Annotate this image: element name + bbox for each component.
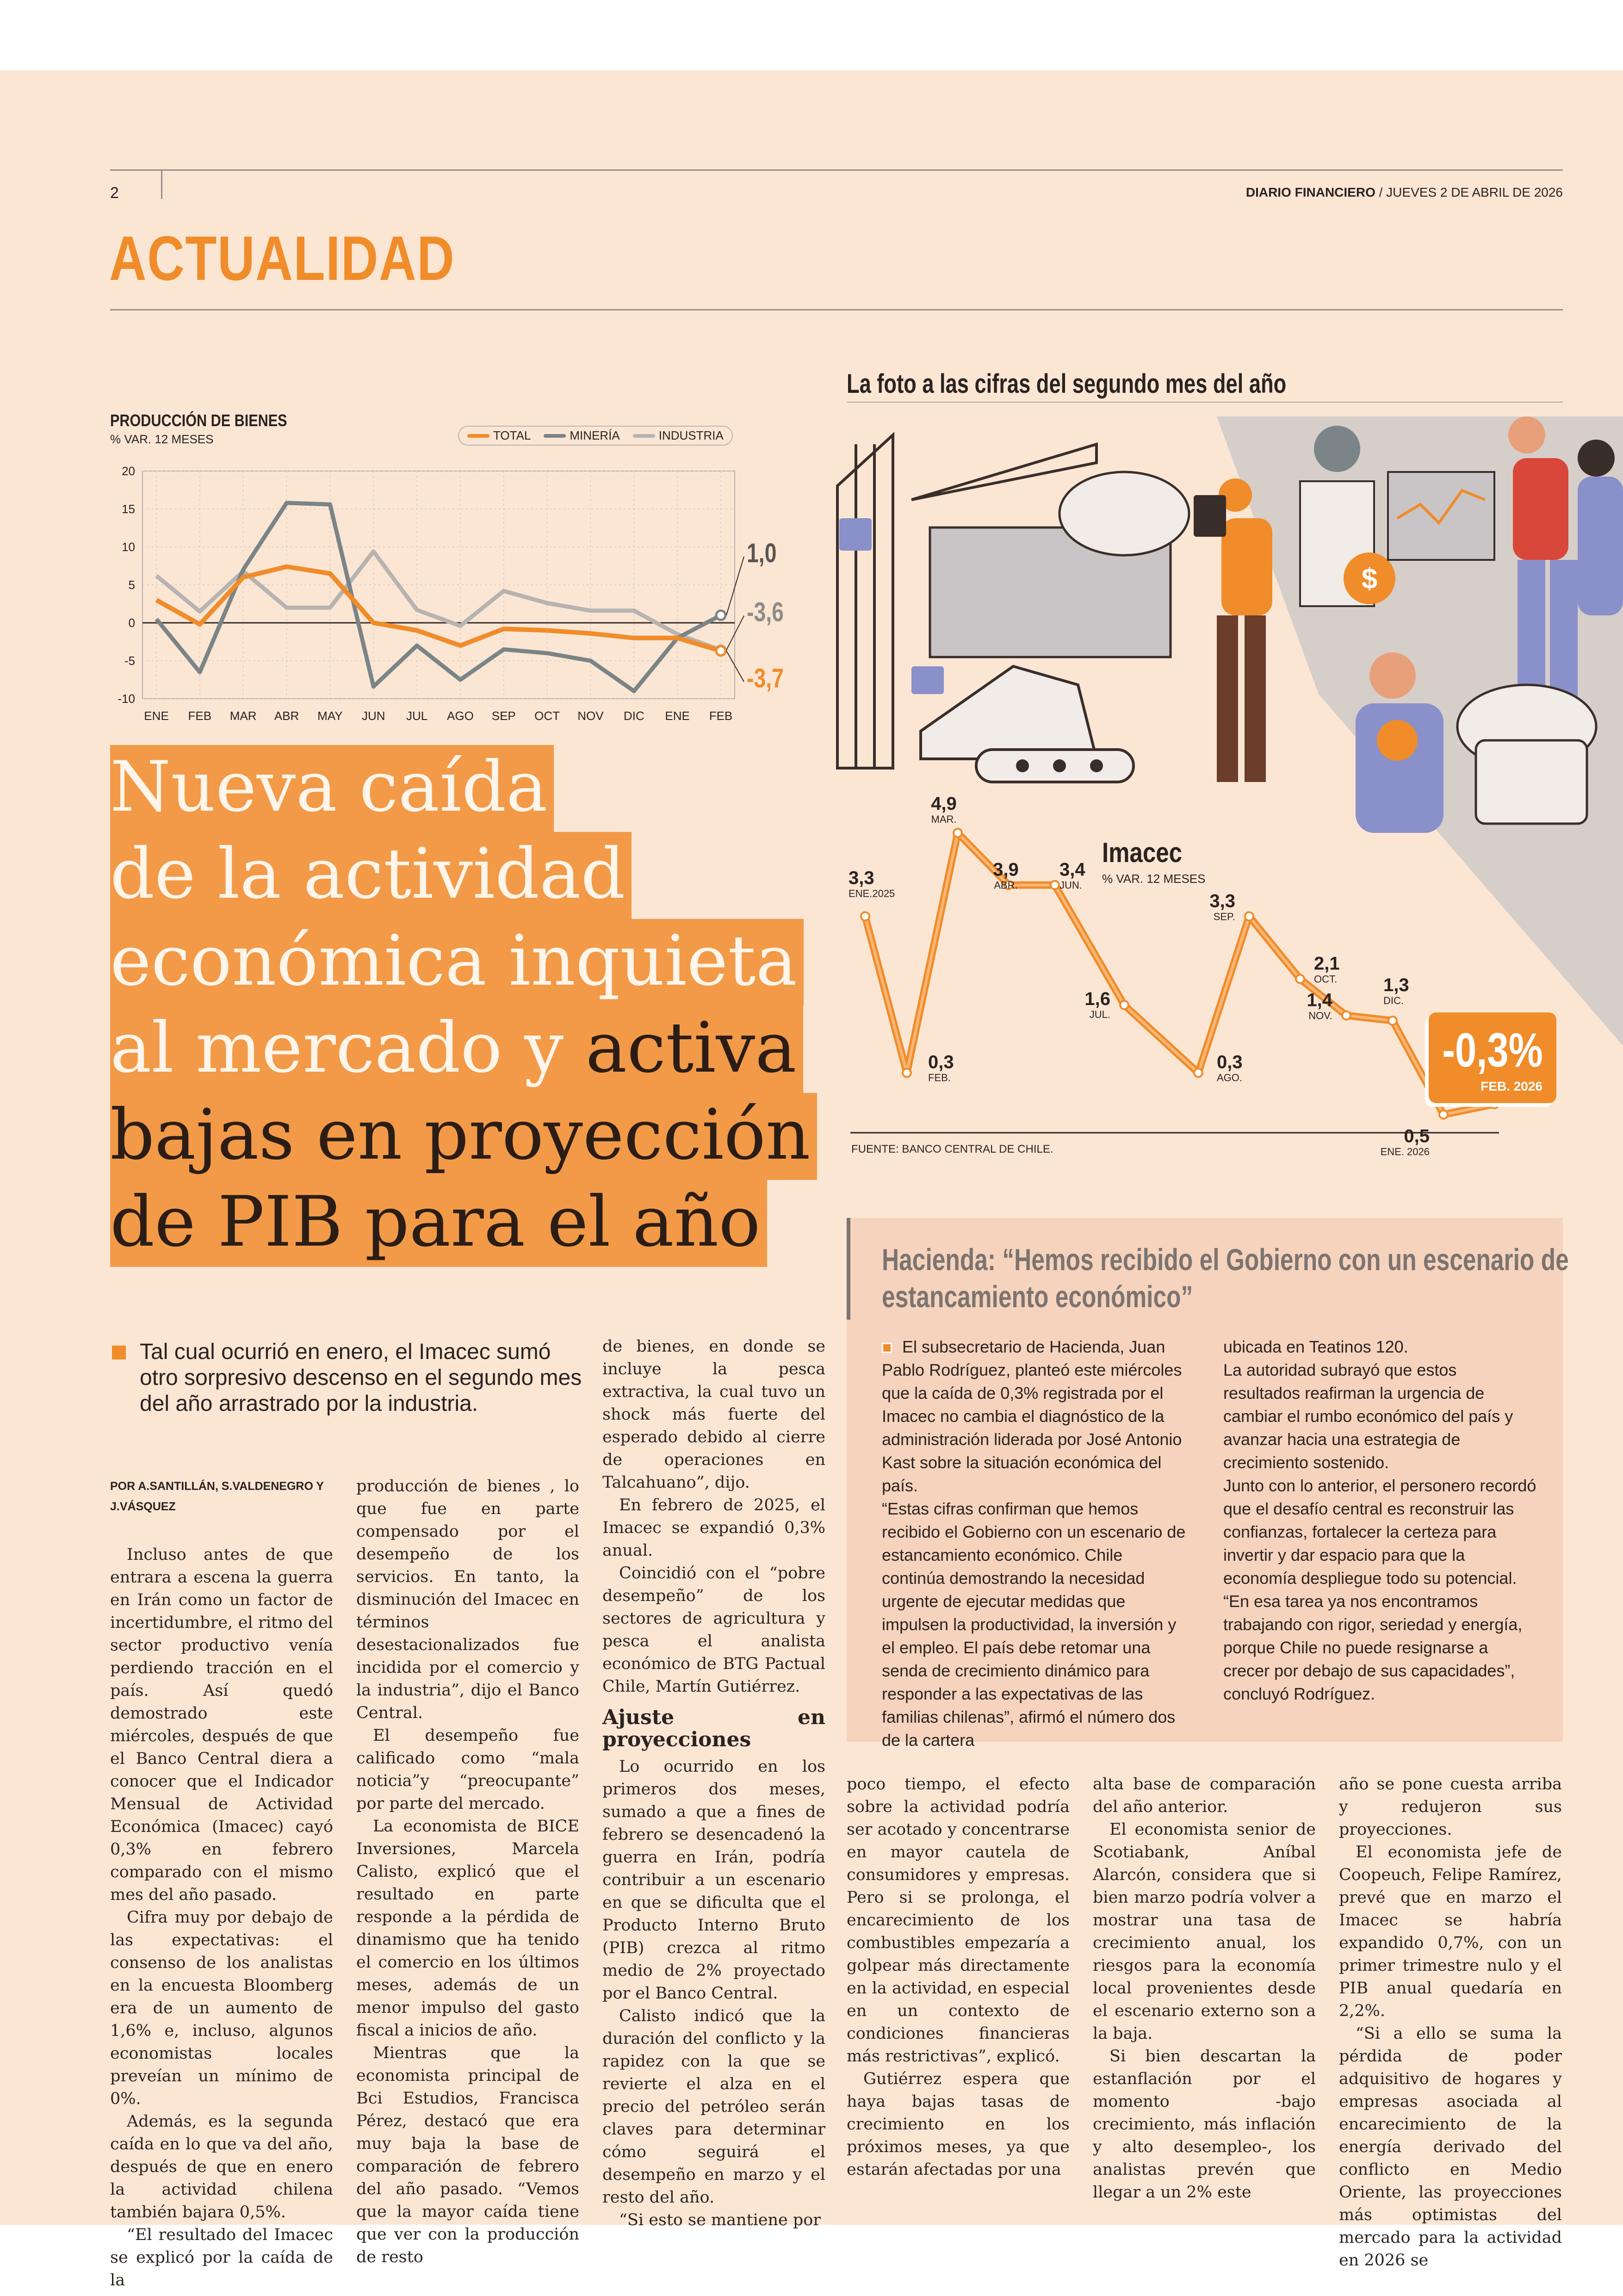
imacec-value-label: 0,5 [1404,1126,1430,1147]
sidebar-column-2 [1223,1335,1538,1706]
paragraph: Gutiérrez espera que haya bajas tasas de crecimiento en los próximos meses, ya que estarán afectadas por una [847,2070,1070,2179]
y-tick-label: -10 [118,692,135,706]
top-rule [110,169,1563,171]
paragraph: Junto con lo anterior, el personero recordó que el desafío central es reconstruir las confianzas, fortalecer la certeza para invertir y dar espacio para que la economía despliegue todo su potencial. [1223,1476,1536,1588]
imacec-month-label: ENE. 2026 [1380,1146,1430,1158]
paragraph: Incluso antes de que entrara a escena la guerra en Irán como un factor de incertidumbre, el ritmo del sector productivo venía perdiendo tracción en el país. Así quedó demostrado este miércoles, después de que el Banco Central diera a conocer que el Indicador Mensual de Actividad Económica (Imacec) cayó 0,3% en febrero comparado con el mismo mes del año pasado. [110,1545,333,1904]
paragraph: La economista de BICE Inversiones, Marcela Calisto, explicó que el resultado en parte responde a la pérdida de dinamismo que ha tenido el comercio en los últimos meses, además de un menor impulso del gasto fiscal a inicios de año. [356,1817,579,2040]
wifi-icon-2 [911,666,944,694]
byline: POR A.SANTILLÁN, S.VALDENEGRO Y J.VÁSQUEZ [110,1480,324,1513]
imacec-value-label: 2,1 [1314,953,1340,974]
end-value-label: -3,6 [747,597,784,627]
x-tick-label: DIC [623,709,644,723]
article-column-1 [110,1544,333,2292]
paragraph: El economista senior de Scotiabank, Aníbal Alarcón, considera que si bien marzo podría volver a mostrar una tasa de crecimiento anual, los riesgos para la economía local provenientes desde el escenario externo son a la baja. [1093,1820,1316,2043]
lede: Tal cual ocurrió en enero, el Imacec sumó otro sorpresivo descenso en el segundo mes del año arrastrado por la industria. [140,1340,582,1416]
paragraph: ubicada en Teatinos 120. [1223,1337,1408,1356]
infographic-title: La foto a las cifras del segundo mes del año [847,369,1287,399]
legend-industria: INDUSTRIA [633,428,724,443]
imacec-point [1194,1069,1202,1077]
folio [1018,185,1563,200]
paragraph: Calisto indicó que la duración del conflicto y la rapidez con la que se revierte el alza en el precio del petróleo serán claves para determinar cómo seguirá el desempeño en marzo y el resto del año. [602,2007,825,2207]
imacec-value-label: 1,4 [1307,990,1332,1011]
publication-name: DIARIO FINANCIERO [1245,185,1375,199]
article-column-5 [1093,1773,1316,2204]
x-tick-label: ENE [665,709,690,723]
imacec-month-label: MAR. [931,813,957,825]
x-tick-label: SEP [491,709,516,723]
imacec-value-label: 3,3 [1209,891,1235,912]
imacec-point [954,829,962,837]
imacec-value-label: 1,3 [1383,974,1409,995]
header-divider [161,170,162,199]
article-column-6 [1339,1773,1562,2272]
paragraph: El economista jefe de Coopeuch, Felipe Ramírez, prevé que en marzo el Imacec se habría expandido 0,7%, con un primer trimestre nulo y el PIB anual quedaría en 2,2%. [1339,1843,1562,2020]
sidebar-accent-bar [847,1218,850,1320]
bar-chart-board-icon [1388,472,1494,560]
production-chart-title: PRODUCCIÓN DE BIENES [110,411,287,430]
crane-tower [837,435,893,768]
paragraph: En febrero de 2025, el Imacec se expandió 0,3% anual. [602,1496,825,1560]
svg-text:$: $ [1361,563,1378,595]
subhead: Ajuste en proyecciones [602,1706,825,1751]
analyst-2-body [1578,477,1623,615]
x-tick-label: MAY [317,709,343,723]
imacec-value-label: 3,9 [993,859,1019,880]
imacec-point [1342,1011,1350,1020]
gear-icon [1314,426,1360,472]
farmer-head [1369,652,1416,699]
section-title: ACTUALIDAD [109,223,455,293]
imacec-month-label: FEB. [928,1072,951,1084]
y-tick-label: 20 [122,464,135,478]
imacec-point [861,912,869,920]
sidebar-column-1 [882,1335,1187,1752]
production-chart-legend [458,426,733,446]
series-end-marker [716,646,725,656]
x-tick-label: ABR [274,709,299,723]
imacec-month-label: NOV. [1308,1010,1332,1022]
article-column-4 [847,1773,1070,2181]
article-column-3 [602,1335,825,2232]
x-tick-label: JUN [361,709,385,723]
series-end-marker [716,611,725,620]
end-value-label: 1,0 [747,538,777,569]
x-tick-label: MAR [229,709,257,723]
fruit-icon [1377,720,1418,761]
y-tick-label: 5 [128,578,135,592]
paragraph: año se pone cuesta arriba y redujeron sus proyecciones. [1339,1775,1562,1839]
tablet-icon [1194,495,1226,537]
x-tick-label: FEB [709,709,733,723]
analyst-body [1513,458,1568,560]
x-tick-label: FEB [188,709,212,723]
headline-line-5: bajas en proyección [110,1093,817,1180]
paragraph: producción de bienes , lo que fue en parte compensado por el desempeño de los servicios. En tanto, la disminución del Imacec en términos desestacionalizados fue incidida por el comercio y la industria”, dijo el Banco Central. [356,1477,579,1722]
headline-line-2: de la actividad [110,832,632,919]
imacec-title: Imacec [1102,837,1182,868]
imacec-series-line [865,833,1494,1115]
wifi-icon [839,518,872,551]
x-tick-label: OCT [534,709,560,723]
headline-line-4a: al mercado y [110,1008,586,1088]
production-chart-subtitle: % VAR. 12 MESES [110,432,214,446]
imacec-subtitle: % VAR. 12 MESES [1102,872,1206,886]
imacec-month-label: JUL. [1089,1009,1110,1020]
series-line-minería [156,503,721,691]
cloud-icon [1059,472,1189,555]
x-tick-label: JUL [406,709,428,723]
paragraph: de bienes, en donde se incluye la pesca extractiva, la cual tuvo un shock más fuerte del esperado debido al cierre de operaciones en Talcahuano”, dijo. [602,1337,825,1492]
imacec-point [1388,1017,1397,1025]
legend-mineria: MINERÍA [544,428,619,443]
paragraph: Si bien descartan la estanflación por el momento -bajo crecimiento, más inflación y alto desempleo-, los analistas prevén que llegar a un 2% este [1093,2047,1316,2202]
headline-line-3: económica inquieta [110,919,804,1006]
x-tick-label: AGO [447,709,474,723]
imacec-month-label: ENE.2025 [849,887,895,900]
headline-line-1: Nueva caída [110,745,554,832]
imacec-value-label: 4,9 [931,794,957,814]
article-column-2 [356,1475,579,2269]
x-tick-label: NOV [577,709,604,723]
worker-body [1221,518,1272,615]
paragraph: “En esa tarea ya nos encontramos trabajando con rigor, seriedad y energía, porque Chile no puede resignarse a crecer por debajo de sus capacidades”, concluyó Rodríguez. [1223,1592,1523,1703]
sidebar-title: Hacienda: “Hemos recibido el Gobierno con un escenario de estancamiento económico” [882,1242,1569,1314]
imacec-series-highlight [865,833,1494,1115]
hacienda-sidebar [847,1218,1569,1750]
paragraph: Lo ocurrido en los primeros dos meses, sumado a que a fines de febrero se desencadenó la guerra en Irán, podría contribuir a un escenario en que se dificulta que el Producto Interno Bruto (PIB) crezca al ritmo medio de 2% proyectado por el Banco Central. [602,1757,825,2003]
paragraph: “Si a ello se suma la pérdida de poder adquisitivo de hogares y empresas asociada al encarecimiento de la energía derivado del conflicto en Medio Oriente, las proyecciones más optimistas del mercado para la actividad en 2026 se [1339,2024,1562,2270]
paragraph: “Estas cifras confirman que hemos recibido el Gobierno con un escenario de estancamiento económico. Chile continúa demostrando la necesidad urgente de ejecutar medidas que impulsen la productividad, la inversión y el empleo. El país debe retomar una senda de crecimiento dinámico para responder a las expectativas de las familias chilenas”, afirmó el número dos de la cartera [882,1499,1186,1750]
imacec-month-label: SEP. [1213,911,1235,923]
paragraph: El subsecretario de Hacienda, Juan Pablo Rodríguez, planteó este miércoles que la caída de 0,3% registrada por el Imacec no cambia el diagnóstico de la administración liderada por José Antonio Kast sobre la situación económica del país. [882,1337,1182,1495]
imacec-highlight-badge [1429,1012,1556,1103]
imacec-point [1439,1111,1448,1119]
end-value-label: -3,7 [747,663,784,694]
paragraph: Coincidió con el “pobre desempeño” de los sectores de agricultura y pesca el analista económico de BTG Pactual Chile, Martín Gutiérrez. [602,1564,825,1696]
headline [110,745,832,1267]
imacec-highlight-month: FEB. 2026 [1481,1079,1542,1093]
paragraph: Mientras que la economista principal de Bci Estudios, Francisca Pérez, destacó que era muy baja la base de comparación de febrero del año pasado. “Vemos que la mayor caída tiene que ver con la producción de resto [356,2044,579,2266]
headline-line-6: de PIB para el año [110,1180,767,1267]
section-rule [110,309,1563,310]
paragraph: Cifra muy por debajo de las expectativas: el consenso de los analistas en la encuesta Bloomberg era de un aumento de 1,6% e, incluso, algunos economistas locales preveían un mínimo de 0%. [110,1908,333,2108]
imacec-point [1245,912,1253,920]
imacec-value-label: 0,3 [1217,1052,1243,1073]
excavator-icon [921,666,1096,759]
x-tick-label: ENE [144,709,169,723]
publication-date: / JUEVES 2 DE ABRIL DE 2026 [1375,185,1563,199]
imacec-month-label: DIC. [1383,994,1404,1006]
chart-source: FUENTE: BANCO CENTRAL DE CHILE. [851,1143,1053,1155]
imacec-point [1051,881,1059,889]
headline-line-4b: activa [585,1008,797,1088]
y-tick-label: 0 [128,616,135,630]
production-chart [110,458,813,736]
paragraph: El desempeño fue calificado como “mala noticia”y “preocupante” por parte del mercado. [356,1726,579,1813]
y-tick-label: -5 [124,654,135,668]
series-line-industria [156,552,721,650]
imacec-month-label: ABR. [994,879,1018,891]
imacec-value-label: 0,3 [928,1052,954,1073]
lede-bullet [112,1346,126,1359]
series-line-total [156,567,721,651]
analyst-head [1508,416,1545,453]
imacec-month-label: OCT. [1314,973,1338,985]
paragraph: La autoridad subrayó que estos resultados reafirman la urgencia de cambiar el rumbo económico del país y avanzar hacia una estrategia de crecimiento sostenido. [1223,1360,1513,1472]
imacec-value-label: 1,6 [1084,989,1110,1009]
paragraph: alta base de comparación del año anterior. [1093,1775,1316,1816]
imacec-point [903,1069,911,1077]
imacec-month-label: JUN. [1059,879,1082,891]
paragraph: Además, es la segunda caída en lo que va del año, después de que en enero la actividad chilena también bajara 0,5%. [110,2112,333,2222]
y-tick-label: 15 [122,502,135,516]
imacec-point [1296,975,1304,983]
imacec-point [1120,1001,1128,1009]
imacec-month-label: AGO. [1217,1072,1243,1084]
analyst-2-head [1578,440,1615,477]
imacec-highlight-value: -0,3% [1442,1024,1543,1077]
paragraph: “El resultado del Imacec se explicó por la caída de la [110,2226,333,2290]
paragraph: poco tiempo, el efecto sobre la actividad podría ser acotado y concentrarse en mayor cautela de consumidores y empresas. Pero si se prolonga, el encarecimiento de los combustibles empezaría a golpear más directamente en la actividad, en especial en un contexto de condiciones financieras más restrictivas”, explicó. [847,1775,1070,2066]
page-number: 2 [110,184,119,202]
infographic-rule [847,402,1563,403]
imacec-value-label: 3,4 [1059,859,1085,880]
paragraph: “Si esto se mantiene por [619,2211,821,2229]
legend-total: TOTAL [467,428,531,443]
y-tick-label: 10 [122,540,135,554]
imacec-value-label: 3,3 [849,868,874,888]
